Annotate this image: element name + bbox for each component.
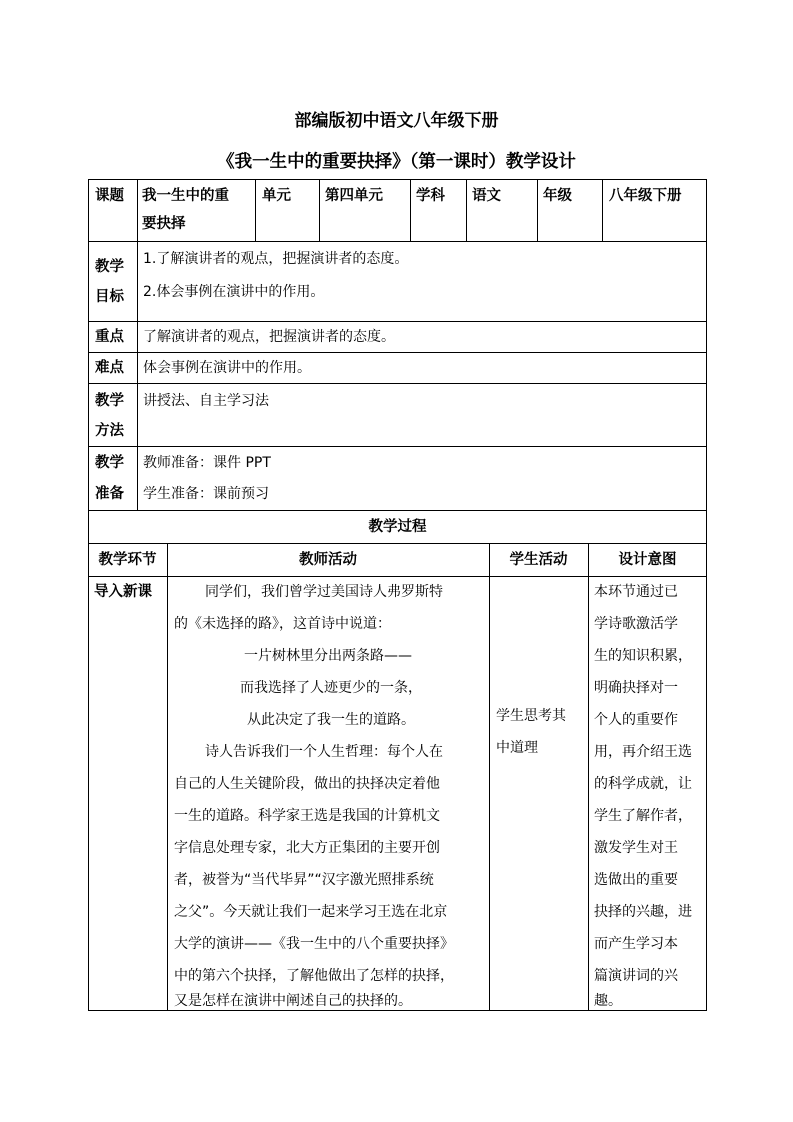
col-divider	[255, 179, 256, 241]
row-divider	[88, 383, 707, 384]
teacher-line: 一片树林里分出两条路——	[244, 648, 412, 664]
intent-line: 学诗歌激活学	[594, 616, 678, 632]
teacher-line: 同学们，我们曾学过美国诗人弗罗斯特	[205, 584, 443, 600]
key-value: 了解演讲者的观点，把握演讲者的态度。	[143, 329, 395, 345]
intent-line: 的科学成就，让	[594, 776, 692, 792]
student-activity-line1: 学生思考其	[496, 708, 566, 724]
label-goals-2: 目标	[95, 289, 124, 305]
teacher-line: 的《未选择的路》，这首诗中说道：	[174, 616, 391, 632]
label-method-1: 教学	[95, 393, 124, 409]
row-divider	[88, 446, 707, 447]
col-header-teacher: 教师活动	[299, 552, 357, 568]
difficulty-value: 体会事例在演讲中的作用。	[143, 360, 311, 376]
intent-line: 篇演讲词的兴	[594, 968, 678, 984]
intent-line: 生的知识积累，	[594, 648, 692, 664]
process-title: 教学过程	[368, 519, 427, 535]
col-header-stage: 教学环节	[98, 552, 157, 568]
label-goals-1: 教学	[95, 259, 124, 275]
col-divider	[489, 543, 490, 1011]
col-divider	[319, 179, 320, 241]
intent-line: 选做出的重要	[594, 872, 678, 888]
row-divider	[88, 241, 707, 242]
teacher-line: 又是怎样在演讲中阐述自己的抉择的。	[174, 993, 412, 1009]
row-divider	[88, 543, 707, 544]
intent-line: 本环节通过已	[594, 584, 678, 600]
stage-value: 导入新课	[94, 584, 152, 600]
intent-line: 个人的重要作	[594, 712, 678, 728]
label-prep-2: 准备	[95, 486, 124, 502]
teacher-line: 中的第六个抉择，了解他做出了怎样的抉择，	[174, 968, 454, 984]
teacher-line: 而我选择了人迹更少的一条，	[240, 680, 422, 696]
doc-title-line2: 《我一生中的重要抉择》（第一课时）教学设计	[217, 152, 576, 172]
intent-line: 明确抉择对一	[594, 680, 678, 696]
label-prep-1: 教学	[95, 455, 124, 471]
col-divider	[410, 179, 411, 241]
prep-teacher: 教师准备：课件 PPT	[143, 455, 271, 471]
goal-item-2: 2.体会事例在演讲中的作用。	[143, 284, 325, 300]
row-divider	[88, 321, 707, 322]
student-activity-line2: 中道理	[496, 740, 538, 756]
intent-line: 激发学生对王	[594, 840, 678, 856]
teacher-line: 一生的道路。科学家王选是我国的计算机文	[174, 808, 440, 824]
teacher-line: 之父”。今天就让我们一起来学习王选在北京	[174, 904, 448, 920]
topic-line2: 要抉择	[142, 216, 186, 232]
col-divider	[602, 179, 603, 241]
intent-line: 抉择的兴趣，进	[594, 904, 692, 920]
col-divider	[588, 543, 589, 1011]
col-divider	[537, 179, 538, 241]
row-divider	[88, 510, 707, 511]
label-difficulty: 难点	[95, 360, 124, 376]
col-divider	[466, 179, 467, 241]
topic-line1: 我一生中的重	[142, 188, 229, 204]
col-header-intent: 设计意图	[618, 552, 677, 568]
col-header-student: 学生活动	[509, 552, 568, 568]
goal-item-1: 1.了解演讲者的观点，把握演讲者的态度。	[143, 251, 409, 267]
unit-value: 第四单元	[325, 188, 383, 204]
subject-value: 语文	[472, 188, 501, 204]
teacher-line: 从此决定了我一生的道路。	[247, 712, 415, 728]
method-value: 讲授法、自主学习法	[143, 393, 269, 409]
grade-value: 八年级下册	[609, 188, 682, 204]
teacher-line: 者，被誉为“当代毕昇”“汉字激光照排系统	[174, 872, 434, 888]
col-divider	[167, 543, 168, 1011]
teacher-line: 诗人告诉我们一个人生哲理：每个人在	[205, 744, 443, 760]
teacher-line: 字信息处理专家，北大方正集团的主要开创	[174, 840, 440, 856]
intent-line: 趣。	[594, 993, 622, 1009]
label-key: 重点	[95, 329, 124, 345]
teacher-line: 大学的演讲——《我一生中的八个重要抉择》	[174, 936, 454, 952]
label-method-2: 方法	[95, 423, 124, 439]
doc-title-line1: 部编版初中语文八年级下册	[294, 111, 499, 131]
intent-line: 学生了解作者，	[594, 808, 692, 824]
label-unit: 单元	[262, 188, 291, 204]
col-divider	[137, 179, 138, 510]
prep-student: 学生准备：课前预习	[143, 486, 269, 502]
teacher-line: 自己的人生关键阶段，做出的抉择决定着他	[174, 776, 440, 792]
intent-line: 用，再介绍王选	[594, 744, 692, 760]
row-divider	[88, 352, 707, 353]
label-subject: 学科	[416, 188, 445, 204]
intent-line: 而产生学习本	[594, 936, 678, 952]
label-topic: 课题	[95, 188, 124, 204]
label-grade: 年级	[543, 188, 572, 204]
